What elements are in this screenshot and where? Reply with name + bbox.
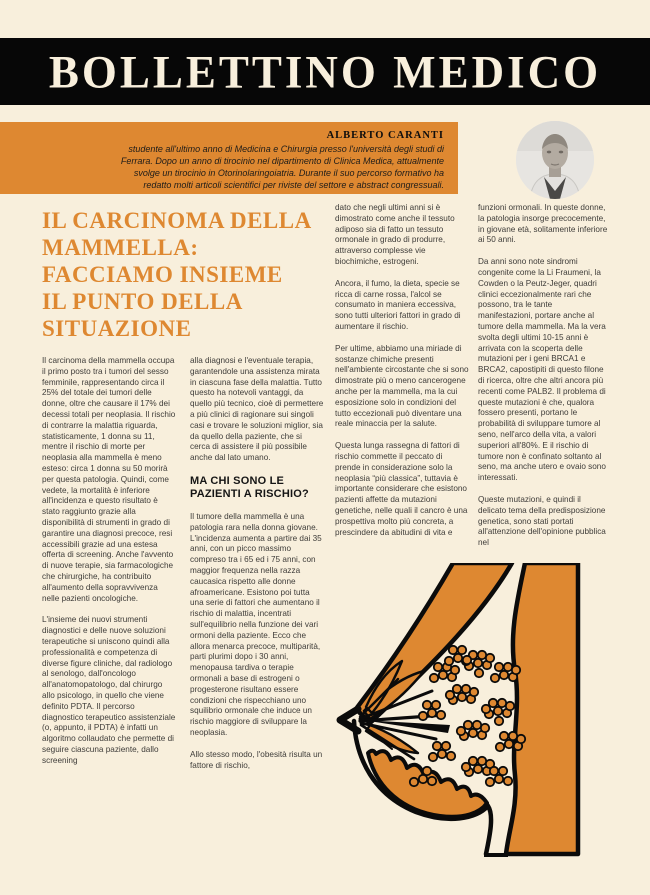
- body-column-1: [42, 356, 176, 777]
- paragraph: Questa lunga rassegna di fattori di rischio commette il peccato di prende in considerazione solo la neoplasia “più classica”, tuttavia è importante considerare che esistono pazienti affette da mutazioni genetiche, nelle quali il cancro è una prospettiva molto più concreta, a prescindere da abitudini di vita e: [335, 441, 468, 537]
- paragraph: Da anni sono note sindromi congenite come la Li Fraumeni, la Cowden o la Peutz-Jeger, quadri clinici eccezionalmente rari che possono, tra le tante manifestazioni, portare anche al tumore della mammella. Ma la vera svolta degli ultimi 10-15 anni è arrivata con la scoperta delle mutazioni per i geni BRCA1 e BRCA2, capostipiti di questo filone di ricerca, oltre che altri ancora più recenti come PALB2. Il problema di queste mutazioni è che, qualora fossero presenti, portano le probabilità di sviluppare tumore al seno, nell'arco della vita, a valori superiori all'80%. E il rischio di tumore non è confinato soltanto al seno, ma anche utero e ovaio sono interessati.: [478, 257, 606, 483]
- masthead-banner: [0, 38, 650, 105]
- paragraph: funzioni ormonali. In queste donne, la patologia insorge precocemente, in giovane età, solitamente inferiore ai 50 anni.: [478, 203, 608, 245]
- body-column-4: [478, 203, 609, 560]
- paragraph: Il tumore della mammella è una patologia rara nella donna giovane. L'incidenza aumenta a partire dai 35 anni, con un picco massimo compreso tra i 65 ed i 75 anni, con maggior frequenza nella razza caucasica rispetto alle donne afroamericane. Esistono poi tutta una serie di fattori che aumentano il rischio di malattia, incentrati sull'equilibrio nella funzione dei vari ormoni della paziente. Ecco che allora menarca precoce, multiparità, parti plurimi dopo i 30 anni, menopausa tardiva o terapie ormonali a base di estrogeni o progesterone risultano essere condizioni che rispecchiano uno squilibrio ormonale che induce un rischio maggiore di sviluppare la neoplasia.: [190, 511, 322, 737]
- headline-line: IL CARCINOMA DELLA: [42, 208, 312, 233]
- author-name: ALBERTO CARANTI: [326, 130, 444, 141]
- author-box: [0, 122, 458, 194]
- paragraph: alla diagnosi e l'eventuale terapia, garantendole una assistenza mirata in ciascuna fase della malattia. Tutto questo ha notevoli vantaggi, da quello più tecnico, cioè di permettere a più clinici di ragionare sui singoli casi e trovare le soluzioni miglior, sia da quello della paziente, che si cerca di assistere il più possibile anche dal lato umano.: [190, 356, 324, 463]
- paragraph: Ancora, il fumo, la dieta, specie se ricca di carne rossa, l'alcol se consumato in maniera eccessiva, sono tutti ulteriori fattori in grado di aumentare il rischio.: [335, 278, 461, 331]
- breast-anatomy-icon: [328, 563, 610, 863]
- paragraph: Queste mutazioni, e quindi il delicato tema della predisposizione genetica, sono stati portati all'attenzione dell'opinione pubblica nel: [478, 494, 606, 548]
- breast-anatomy-illustration: [328, 563, 610, 863]
- publication-title: BOLLETTINO MEDICO: [48, 45, 602, 98]
- headline-line: IL PUNTO DELLA: [42, 289, 243, 314]
- paragraph: Allo stesso modo, l'obesità risulta un fattore di rischio,: [190, 749, 323, 770]
- headline-line: SITUAZIONE: [42, 316, 192, 341]
- article-headline: [42, 207, 342, 342]
- paragraph: L'insieme dei nuovi strumenti diagnostici e delle nuove soluzioni terapeutiche si uniscono quindi alla professionalità e competenza di diverse figure cliniche, dal radiologo al senologo, dall'oncologo all'anatomopatologo, dal chirurgo allo psicologo, in quello che viene definito PDTA. Il percorso diagnostico terapeutico assistenziale (o, appunto, il PDTA) è infatti un algoritmo collaudato che permette di seguire ciascuna paziente, dallo screening: [42, 615, 176, 765]
- paragraph: dato che negli ultimi anni si è dimostrato come anche il tessuto adiposo sia di fatto un tessuto ormonale in grado di produrre, attraverso complesse vie biochimiche, estrogeni.: [335, 203, 455, 266]
- paragraph: Il carcinoma della mammella occupa il primo posto tra i tumori del sesso femminile, rappresentando circa il 25% del totale dei tumori delle donne, oltre che causare il 17% dei decessi totali per neoplasia. Il rischio di contrarre la malattia riguarda, statisticamente, 1 donna su 11, mentre il rischio di morte per neoplasia alla mammella è meno esteso: circa 1 donna su 50 morirà per questa patologia. Quindi, come vedete, la mortalità è inferiore all'incidenza e questo risultato è stato raggiunto grazie alla disponibilità di strumenti in grado di garantire una diagnosi precoce, resi accessibili grazie ad una estesa offerta di screening. Anche l'avvento di nuove terapie, sia farmacologiche che chirurgiche, ha contribuito all'aumento della sopravvivenza nelle pazienti oncologiche.: [42, 356, 176, 603]
- portrait-icon: [516, 121, 594, 199]
- body-column-3: [335, 203, 469, 549]
- section-subheading: MA CHI SONO LE PAZIENTI A RISCHIO?: [190, 474, 309, 501]
- author-bio: studente all'ultimo anno di Medicina e Chirurgia presso l'università degli studi di Ferrara. Dopo un anno di tirocinio nel dipartimento di Clinica Medica, attualmente svolge un tirocinio in Otorinolaringoiatria. Durante il suo percorso formativo ha redatto molti articoli scientifici per riviste del settore e abstract congressuali.: [120, 144, 444, 190]
- author-portrait-photo: [516, 121, 594, 199]
- body-column-2: [190, 356, 324, 782]
- headline-line: FACCIAMO INSIEME: [42, 262, 283, 287]
- headline-line: MAMMELLA:: [42, 235, 199, 260]
- paragraph: Per ultime, abbiamo una miriade di sostanze chimiche presenti nell'ambiente circostante che si sono dimostrate più o meno cancerogene anche per la mammella, ma la cui esposizione solo in condizioni del tutto eccezionali può diventare una reale minaccia per la salute.: [335, 343, 469, 429]
